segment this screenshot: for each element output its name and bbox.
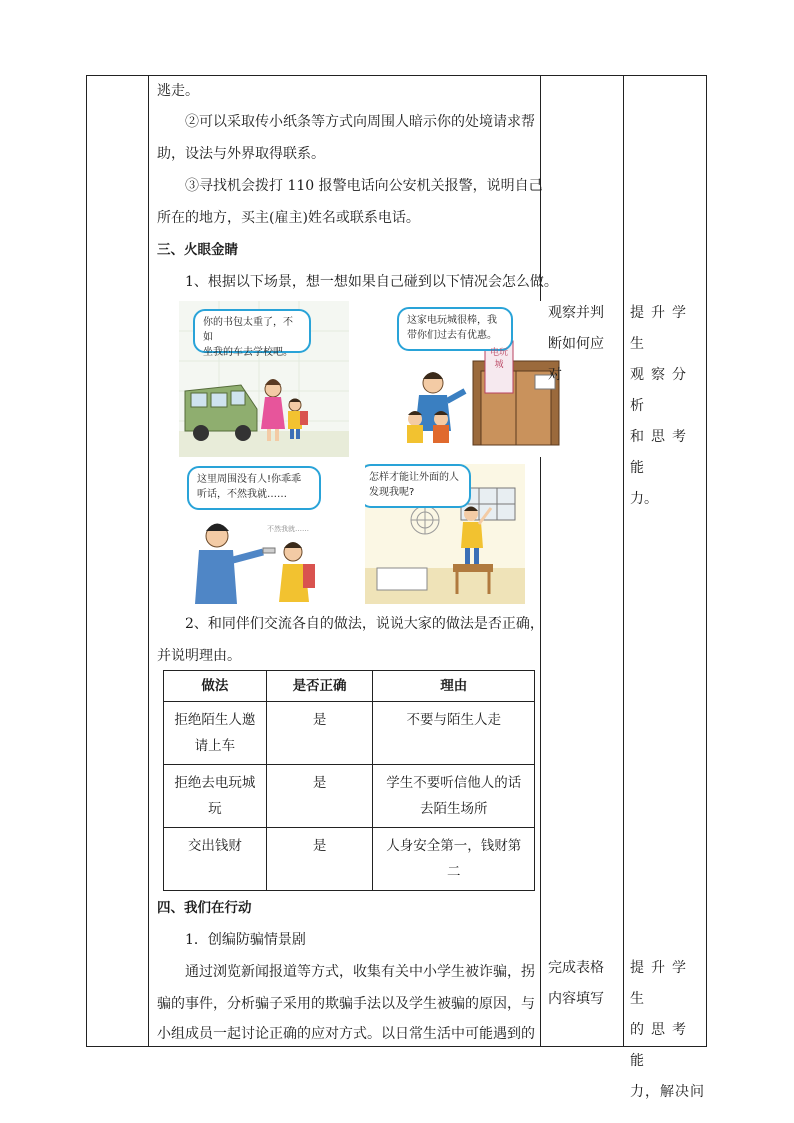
- activity-line: 断如何应: [548, 336, 604, 352]
- cell-line: 拒绝陌生人邀: [174, 712, 256, 728]
- bubble-line: 坐我的车去学校吧。: [203, 347, 293, 358]
- text-line: 逃走。: [157, 83, 199, 99]
- cell-line: 去陌生场所: [419, 801, 488, 817]
- question-1: 1、根据以下场景，想一想如果自己碰到以下情况会怎么做。: [185, 274, 558, 290]
- bubble-line: 发现我呢?: [369, 487, 415, 498]
- bubble-line: 听话，不然我就……: [197, 489, 287, 500]
- header-cell-correct: 是否正确: [266, 671, 373, 702]
- bubble-line: 怎样才能让外面的人: [369, 472, 459, 483]
- subheading: 1．创编防骗情景剧: [185, 932, 306, 948]
- cell-correct: 是: [266, 702, 373, 765]
- activity-line: 对: [548, 367, 562, 383]
- student-activity-1: [548, 298, 604, 391]
- intent-line: 和思考能: [630, 429, 693, 476]
- column-divider-2: [540, 76, 541, 1046]
- header-cell-reason: 理由: [373, 671, 535, 702]
- intent-line: 提升学生: [630, 305, 693, 352]
- bubble-line: 这里周围没有人!你乖乖: [197, 474, 302, 485]
- text-line: ②可以采取传小纸条等方式向周围人暗示你的处境请求帮: [185, 114, 535, 130]
- text-line: 小组成员一起讨论正确的应对方式。以日常生活中可能遇到的: [157, 1026, 535, 1042]
- cell-line: 不要与陌生人走: [406, 712, 501, 728]
- design-intent-1: [630, 298, 706, 515]
- intent-line: 力，解决问: [630, 1084, 705, 1100]
- text-line: ③寻找机会拨打 110 报警电话向公安机关报警，说明自己: [185, 178, 543, 194]
- text-line: 所在的地方，买主(雇主)姓名或联系电话。: [157, 210, 420, 226]
- text-line: 并说明理由。: [157, 648, 241, 664]
- text-line: 助，设法与外界取得联系。: [157, 146, 325, 162]
- header-cell-action: 做法: [164, 671, 267, 702]
- bubble-line: 你的书包太重了，不如: [203, 317, 293, 343]
- cell-line: 请上车: [194, 738, 236, 754]
- cell-line: 二: [446, 864, 461, 880]
- cell-line: 玩: [208, 801, 222, 817]
- text-line: 通过浏览新闻报道等方式，收集有关中小学生被诈骗，拐: [185, 964, 535, 980]
- section-heading: 三、火眼金睛: [157, 242, 238, 258]
- cell-line: 拒绝去电玩城: [174, 775, 256, 791]
- activity-line: 内容填写: [548, 991, 604, 1007]
- teaching-process-cell-lower: [149, 76, 540, 1046]
- student-activity-2: [548, 953, 604, 1015]
- cell-line: 学生不要听信他人的话: [386, 775, 522, 791]
- bubble-line: 带你们过去有优惠。: [407, 330, 497, 341]
- cell-correct: 是: [266, 765, 373, 828]
- question-2: 2、和同伴们交流各自的做法，说说大家的做法是否正确，: [185, 616, 544, 632]
- bubble-line: 这家电玩城很棒，我: [407, 315, 497, 326]
- activity-line: 观察并判: [548, 305, 604, 321]
- design-intent-2: [630, 953, 706, 1108]
- intent-line: 提升学生: [630, 960, 693, 1007]
- column-divider-3: [623, 76, 624, 1046]
- intent-line: 力。: [630, 491, 658, 507]
- activity-line: 完成表格: [548, 960, 604, 976]
- section-heading: 四、我们在行动: [157, 900, 252, 916]
- cell-line: 人身安全第一，钱财第: [386, 838, 522, 854]
- lesson-plan-table: [86, 75, 707, 1100]
- intent-line: 观察分析: [630, 367, 693, 414]
- arcade-sign: 电玩城: [489, 348, 508, 370]
- cell-line: 交出钱财: [187, 838, 242, 854]
- muttered-text: 不然我就……: [267, 525, 309, 533]
- intent-line: 的思考能: [630, 1022, 693, 1069]
- text-line: 骗的事件，分析骗子采用的欺骗手法以及学生被骗的原因，与: [157, 996, 535, 1012]
- cell-correct: 是: [266, 828, 373, 891]
